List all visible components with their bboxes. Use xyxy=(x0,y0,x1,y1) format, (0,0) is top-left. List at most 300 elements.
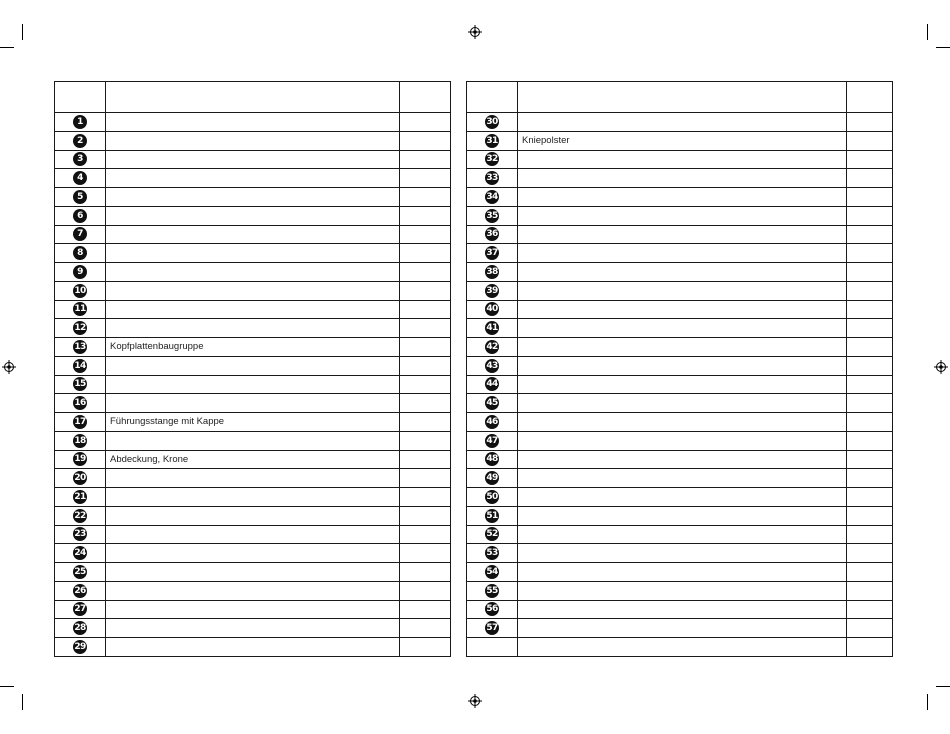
part-number-badge: 21 xyxy=(74,491,86,502)
part-number-cell xyxy=(467,131,518,150)
part-number-cell xyxy=(467,525,518,544)
part-description-cell xyxy=(106,488,400,507)
part-quantity-cell xyxy=(400,244,451,263)
part-description-cell xyxy=(518,544,847,563)
part-quantity-cell xyxy=(847,544,893,563)
part-quantity-cell xyxy=(847,375,893,394)
part-number-badge: 5 xyxy=(73,190,87,204)
part-number-badge: 10 xyxy=(74,285,86,296)
table-row xyxy=(467,581,893,600)
part-number-badge: 31 xyxy=(486,135,498,146)
part-number-cell xyxy=(55,469,106,488)
part-number-badge: 49 xyxy=(486,473,498,484)
crop-mark xyxy=(0,47,14,48)
part-quantity-cell xyxy=(400,169,451,188)
part-number-cell xyxy=(467,413,518,432)
part-quantity-cell xyxy=(847,431,893,450)
part-number-cell xyxy=(55,525,106,544)
table-row xyxy=(467,394,893,413)
part-number-cell xyxy=(55,225,106,244)
part-number-cell xyxy=(55,488,106,507)
part-description-cell xyxy=(518,319,847,338)
table-row xyxy=(467,431,893,450)
part-number-badge: 12 xyxy=(74,323,86,334)
part-quantity-cell xyxy=(847,263,893,282)
table-row xyxy=(55,619,451,638)
table-row xyxy=(467,488,893,507)
part-description-cell xyxy=(106,431,400,450)
part-quantity-cell xyxy=(400,225,451,244)
part-number-badge: 16 xyxy=(74,398,86,409)
part-description-cell xyxy=(518,225,847,244)
part-description-cell xyxy=(106,169,400,188)
part-description-cell xyxy=(106,469,400,488)
part-number-cell xyxy=(467,338,518,357)
part-quantity-cell xyxy=(847,413,893,432)
part-number-cell xyxy=(55,394,106,413)
table-row xyxy=(467,563,893,582)
registration-mark-icon xyxy=(468,694,482,708)
part-description-cell xyxy=(518,619,847,638)
part-number-cell xyxy=(467,394,518,413)
crop-mark xyxy=(0,686,14,687)
part-number-cell xyxy=(467,356,518,375)
table-row xyxy=(55,169,451,188)
part-description-cell xyxy=(518,581,847,600)
part-description-cell xyxy=(518,506,847,525)
part-number-cell xyxy=(467,263,518,282)
part-quantity-cell xyxy=(400,131,451,150)
part-number-badge: 6 xyxy=(73,209,87,223)
crop-mark xyxy=(22,24,23,40)
right-table-body xyxy=(467,82,893,657)
crop-mark xyxy=(936,47,950,48)
table-row xyxy=(467,281,893,300)
parts-table-left xyxy=(54,81,451,657)
part-number-cell xyxy=(467,169,518,188)
part-number-cell xyxy=(467,431,518,450)
part-quantity-cell xyxy=(847,581,893,600)
part-description-cell xyxy=(518,356,847,375)
table-row xyxy=(55,356,451,375)
part-quantity-cell xyxy=(400,544,451,563)
part-number-cell xyxy=(467,244,518,263)
table-row xyxy=(55,450,451,469)
part-quantity-cell xyxy=(400,319,451,338)
part-quantity-cell xyxy=(400,563,451,582)
part-description-cell xyxy=(518,469,847,488)
part-number-cell xyxy=(467,469,518,488)
part-description-cell xyxy=(518,113,847,132)
table-row xyxy=(55,413,451,432)
table-row xyxy=(467,375,893,394)
table-row xyxy=(55,375,451,394)
part-number-badge: 28 xyxy=(74,623,86,634)
part-number-badge: 13 xyxy=(74,341,86,352)
part-quantity-cell xyxy=(847,150,893,169)
part-description-cell xyxy=(106,244,400,263)
part-description-cell xyxy=(106,619,400,638)
part-number-cell xyxy=(55,600,106,619)
table-row xyxy=(467,469,893,488)
table-row xyxy=(55,431,451,450)
header-cell xyxy=(847,82,893,113)
part-quantity-cell xyxy=(847,188,893,207)
part-number-cell xyxy=(55,450,106,469)
table-header-row xyxy=(55,82,451,113)
part-quantity-cell xyxy=(400,638,451,657)
part-quantity-cell xyxy=(400,338,451,357)
part-number-cell xyxy=(467,638,518,657)
part-number-cell xyxy=(55,131,106,150)
part-number-cell xyxy=(55,206,106,225)
left-table-body xyxy=(55,82,451,657)
crop-mark xyxy=(927,24,928,40)
part-number-badge: 55 xyxy=(486,585,498,596)
part-quantity-cell xyxy=(400,525,451,544)
part-quantity-cell xyxy=(400,431,451,450)
table-row xyxy=(55,469,451,488)
part-description-cell xyxy=(518,431,847,450)
table-row xyxy=(467,131,893,150)
part-quantity-cell xyxy=(847,225,893,244)
part-quantity-cell xyxy=(847,488,893,507)
part-number-cell xyxy=(55,581,106,600)
table-row xyxy=(55,150,451,169)
part-quantity-cell xyxy=(847,469,893,488)
part-number-badge: 51 xyxy=(486,510,498,521)
part-number-cell xyxy=(467,563,518,582)
crop-mark xyxy=(936,686,950,687)
part-number-badge: 22 xyxy=(74,510,86,521)
part-number-cell xyxy=(55,638,106,657)
table-row xyxy=(467,300,893,319)
part-number-badge: 38 xyxy=(486,266,498,277)
part-number-cell xyxy=(467,581,518,600)
part-number-cell xyxy=(467,375,518,394)
part-number-cell xyxy=(467,450,518,469)
part-description-cell xyxy=(518,563,847,582)
part-description-cell xyxy=(106,225,400,244)
table-row xyxy=(55,563,451,582)
table-row xyxy=(55,300,451,319)
part-quantity-cell xyxy=(847,244,893,263)
part-number-badge: 33 xyxy=(486,173,498,184)
part-quantity-cell xyxy=(400,600,451,619)
part-number-cell xyxy=(55,544,106,563)
table-row xyxy=(55,544,451,563)
part-description-cell xyxy=(518,525,847,544)
table-row xyxy=(467,413,893,432)
part-quantity-cell xyxy=(847,394,893,413)
part-description-cell xyxy=(106,600,400,619)
part-description-cell xyxy=(106,319,400,338)
part-description-cell xyxy=(518,600,847,619)
part-number-badge: 39 xyxy=(486,285,498,296)
part-number-badge: 26 xyxy=(74,585,86,596)
registration-mark-icon xyxy=(934,360,948,374)
part-number-badge: 29 xyxy=(74,641,86,652)
table-row xyxy=(467,506,893,525)
part-number-badge: 7 xyxy=(73,227,87,241)
part-description-cell xyxy=(106,150,400,169)
part-number-cell xyxy=(55,619,106,638)
part-number-badge: 27 xyxy=(74,604,86,615)
part-number-cell xyxy=(55,356,106,375)
part-quantity-cell xyxy=(400,300,451,319)
table-row xyxy=(467,356,893,375)
part-number-badge: 19 xyxy=(74,454,86,465)
table-row xyxy=(55,263,451,282)
part-quantity-cell xyxy=(847,525,893,544)
part-number-badge: 45 xyxy=(486,398,498,409)
crop-mark xyxy=(927,694,928,710)
part-number-cell xyxy=(467,600,518,619)
part-number-badge: 25 xyxy=(74,566,86,577)
part-quantity-cell xyxy=(847,169,893,188)
part-number-cell xyxy=(467,150,518,169)
part-number-badge: 52 xyxy=(486,529,498,540)
part-quantity-cell xyxy=(847,113,893,132)
part-number-cell xyxy=(467,300,518,319)
part-number-badge: 2 xyxy=(73,134,87,148)
table-row xyxy=(467,244,893,263)
part-number-cell xyxy=(467,544,518,563)
table-row xyxy=(467,600,893,619)
part-description-cell xyxy=(518,638,847,657)
part-number-cell xyxy=(55,244,106,263)
part-description-cell: Führungsstange mit Kappe xyxy=(106,413,400,432)
table-row xyxy=(55,188,451,207)
part-number-badge: 35 xyxy=(486,210,498,221)
table-row xyxy=(467,525,893,544)
part-quantity-cell xyxy=(847,600,893,619)
part-quantity-cell xyxy=(400,394,451,413)
part-number-badge: 23 xyxy=(74,529,86,540)
part-quantity-cell xyxy=(400,506,451,525)
part-description-cell xyxy=(518,338,847,357)
registration-mark-icon xyxy=(468,25,482,39)
part-description-cell xyxy=(106,131,400,150)
part-number-cell xyxy=(467,319,518,338)
table-row xyxy=(55,638,451,657)
part-description-cell xyxy=(518,450,847,469)
part-quantity-cell xyxy=(400,150,451,169)
header-cell xyxy=(55,82,106,113)
part-number-badge: 42 xyxy=(486,341,498,352)
part-description-cell xyxy=(106,356,400,375)
part-number-badge: 56 xyxy=(486,604,498,615)
part-description-cell xyxy=(518,375,847,394)
part-quantity-cell xyxy=(847,619,893,638)
part-number-cell xyxy=(55,563,106,582)
part-number-badge: 4 xyxy=(73,171,87,185)
header-cell xyxy=(106,82,400,113)
part-number-cell xyxy=(55,375,106,394)
table-row xyxy=(467,150,893,169)
table-row xyxy=(467,188,893,207)
table-row xyxy=(55,244,451,263)
table-header-row xyxy=(467,82,893,113)
part-number-badge: 20 xyxy=(74,473,86,484)
part-quantity-cell xyxy=(400,450,451,469)
part-number-badge: 24 xyxy=(74,548,86,559)
table-row xyxy=(467,263,893,282)
table-row xyxy=(467,638,893,657)
part-quantity-cell xyxy=(847,506,893,525)
part-number-badge: 8 xyxy=(73,246,87,260)
header-cell xyxy=(400,82,451,113)
part-description-cell xyxy=(518,169,847,188)
table-row xyxy=(467,338,893,357)
part-description-cell xyxy=(106,281,400,300)
part-number-badge: 9 xyxy=(73,265,87,279)
part-quantity-cell xyxy=(847,638,893,657)
part-quantity-cell xyxy=(400,619,451,638)
part-number-badge: 44 xyxy=(486,379,498,390)
part-number-badge: 43 xyxy=(486,360,498,371)
part-number-badge: 1 xyxy=(73,115,87,129)
part-description-cell xyxy=(106,506,400,525)
part-number-cell xyxy=(55,150,106,169)
table-row xyxy=(55,281,451,300)
part-quantity-cell xyxy=(400,281,451,300)
table-row xyxy=(467,225,893,244)
part-number-cell xyxy=(55,300,106,319)
part-quantity-cell xyxy=(847,300,893,319)
part-description-cell xyxy=(518,413,847,432)
table-row xyxy=(467,113,893,132)
part-number-badge: 53 xyxy=(486,548,498,559)
part-number-cell xyxy=(55,281,106,300)
part-number-cell xyxy=(467,113,518,132)
part-number-cell xyxy=(467,206,518,225)
part-number-badge: 50 xyxy=(486,491,498,502)
part-quantity-cell xyxy=(847,356,893,375)
part-quantity-cell xyxy=(400,469,451,488)
part-quantity-cell xyxy=(400,113,451,132)
part-quantity-cell xyxy=(400,488,451,507)
part-number-cell xyxy=(55,263,106,282)
part-number-badge: 48 xyxy=(486,454,498,465)
part-number-badge: 34 xyxy=(486,191,498,202)
part-number-badge: 30 xyxy=(486,116,498,127)
part-quantity-cell xyxy=(847,563,893,582)
part-quantity-cell xyxy=(400,263,451,282)
table-row xyxy=(55,225,451,244)
table-row xyxy=(467,450,893,469)
table-row xyxy=(55,506,451,525)
part-number-badge: 54 xyxy=(486,566,498,577)
part-description-cell xyxy=(518,488,847,507)
part-number-cell xyxy=(55,319,106,338)
part-quantity-cell xyxy=(847,131,893,150)
part-number-cell xyxy=(55,506,106,525)
part-number-badge: 36 xyxy=(486,229,498,240)
part-number-cell xyxy=(55,431,106,450)
part-quantity-cell xyxy=(400,188,451,207)
part-quantity-cell xyxy=(400,206,451,225)
part-description-cell xyxy=(518,244,847,263)
part-number-badge: 46 xyxy=(486,416,498,427)
table-row xyxy=(55,525,451,544)
table-row xyxy=(55,319,451,338)
part-quantity-cell xyxy=(400,413,451,432)
table-row xyxy=(55,131,451,150)
part-quantity-cell xyxy=(847,450,893,469)
table-row xyxy=(55,394,451,413)
table-row xyxy=(55,206,451,225)
registration-mark-icon xyxy=(2,360,16,374)
part-description-cell xyxy=(106,563,400,582)
header-cell xyxy=(518,82,847,113)
part-description-cell: Kopfplattenbaugruppe xyxy=(106,338,400,357)
part-number-badge: 32 xyxy=(486,154,498,165)
part-description-cell xyxy=(106,263,400,282)
parts-table-right xyxy=(466,81,893,657)
part-description-cell: Abdeckung, Krone xyxy=(106,450,400,469)
table-row xyxy=(55,488,451,507)
part-number-cell xyxy=(55,113,106,132)
part-quantity-cell xyxy=(847,338,893,357)
part-number-badge: 17 xyxy=(74,416,86,427)
table-row xyxy=(467,206,893,225)
part-description-cell xyxy=(106,188,400,207)
part-number-badge: 3 xyxy=(73,152,87,166)
table-row xyxy=(55,338,451,357)
part-number-cell xyxy=(467,225,518,244)
part-number-badge: 18 xyxy=(74,435,86,446)
part-description-cell xyxy=(106,525,400,544)
part-number-badge: 57 xyxy=(486,623,498,634)
part-number-cell xyxy=(467,488,518,507)
part-number-badge: 15 xyxy=(74,379,86,390)
part-quantity-cell xyxy=(847,319,893,338)
part-quantity-cell xyxy=(847,206,893,225)
part-quantity-cell xyxy=(400,356,451,375)
part-description-cell xyxy=(106,581,400,600)
part-number-badge: 40 xyxy=(486,304,498,315)
part-description-cell xyxy=(106,300,400,319)
part-number-cell xyxy=(55,188,106,207)
part-number-badge: 47 xyxy=(486,435,498,446)
part-description-cell xyxy=(518,150,847,169)
part-description-cell xyxy=(106,206,400,225)
table-row xyxy=(467,619,893,638)
part-number-cell xyxy=(467,281,518,300)
part-number-badge: 14 xyxy=(74,360,86,371)
part-number-cell xyxy=(467,619,518,638)
part-description-cell xyxy=(518,281,847,300)
part-description-cell xyxy=(106,544,400,563)
part-description-cell: Kniepolster xyxy=(518,131,847,150)
part-number-cell xyxy=(55,338,106,357)
part-description-cell xyxy=(518,300,847,319)
part-number-badge: 11 xyxy=(74,304,86,315)
crop-mark xyxy=(22,694,23,710)
table-row xyxy=(55,113,451,132)
table-row xyxy=(467,544,893,563)
header-cell xyxy=(467,82,518,113)
part-description-cell xyxy=(106,113,400,132)
part-description-cell xyxy=(106,394,400,413)
table-row xyxy=(55,581,451,600)
part-quantity-cell xyxy=(847,281,893,300)
part-description-cell xyxy=(518,188,847,207)
part-description-cell xyxy=(106,638,400,657)
part-number-cell xyxy=(467,188,518,207)
table-row xyxy=(55,600,451,619)
